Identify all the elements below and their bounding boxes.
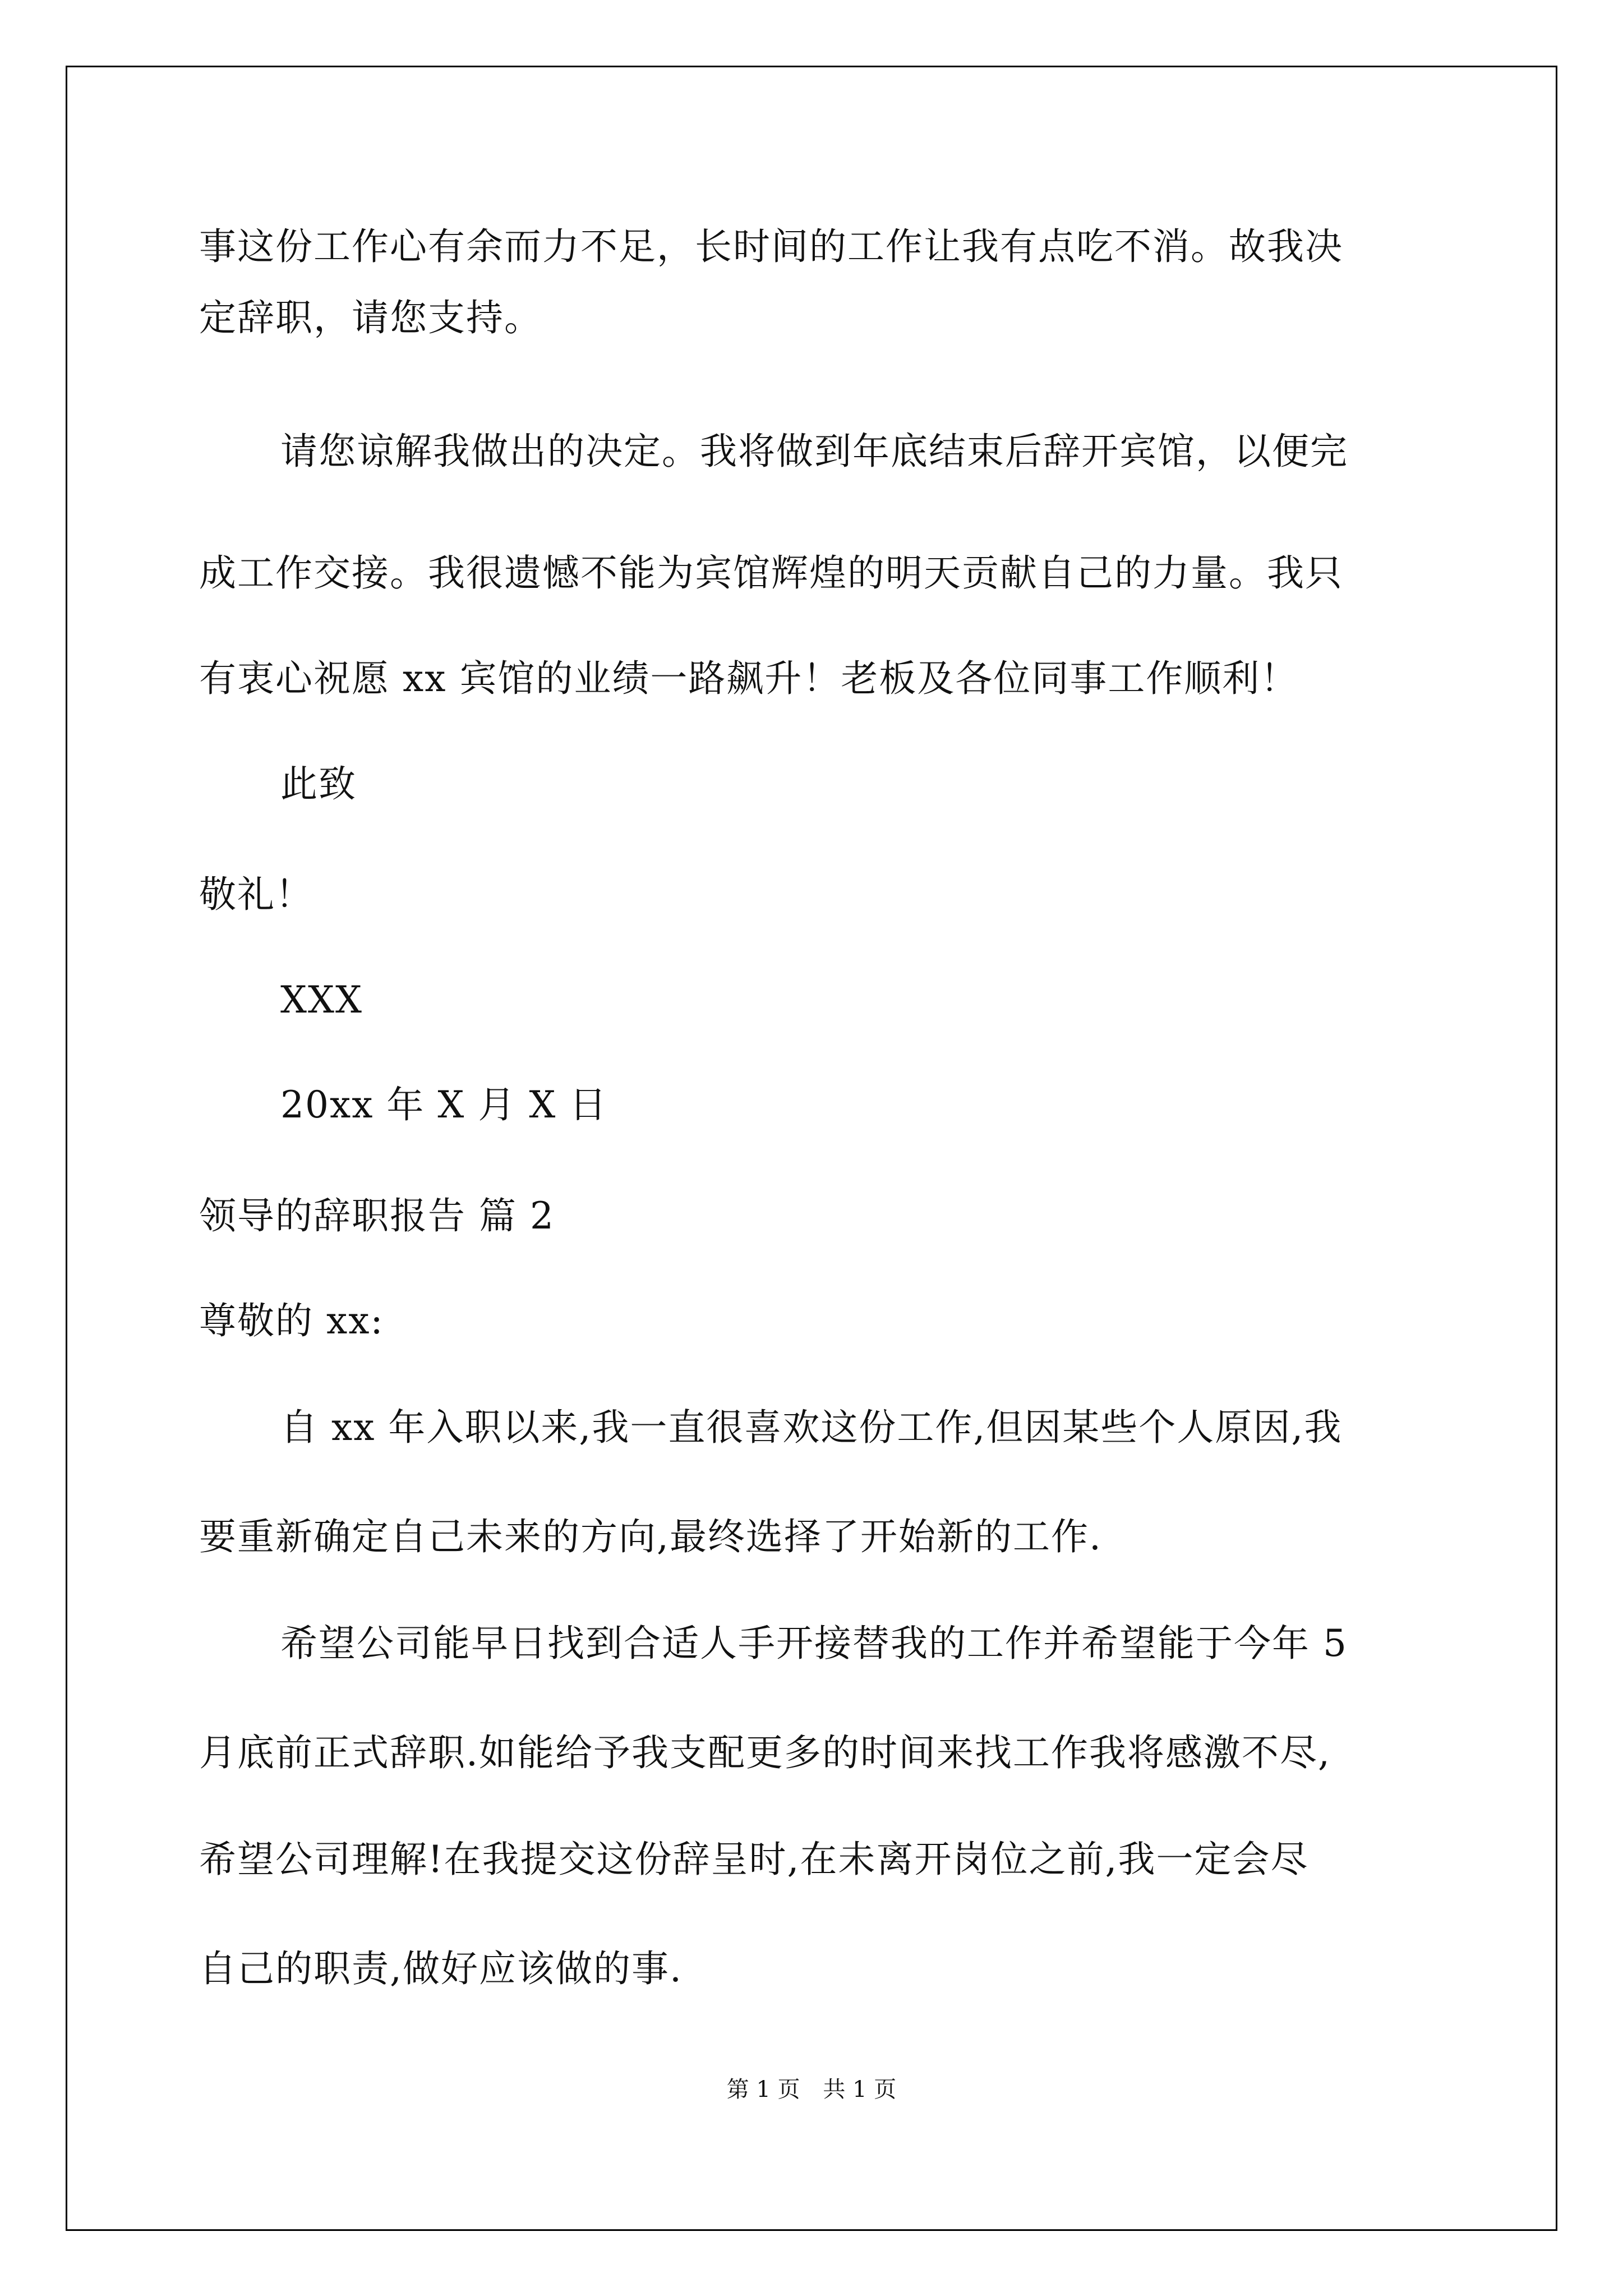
body-line: 有衷心祝愿 xx 宾馆的业绩一路飙升！老板及各位同事工作顺利！ bbox=[199, 657, 1299, 700]
body-line: 成工作交接。我很遗憾不能为宾馆辉煌的明天贡献自己的力量。我只 bbox=[199, 551, 1343, 595]
page-footer bbox=[0, 2076, 1623, 2104]
body-line: 月底前正式辞职.如能给予我支配更多的时间来找工作我将感激不尽, bbox=[199, 1731, 1331, 1774]
body-line: 自己的职责,做好应该做的事. bbox=[199, 1947, 683, 1990]
body-line: 希望公司能早日找到合适人手开接替我的工作并希望能于今年 5 bbox=[280, 1622, 1348, 1665]
page-total: 共 1 页 bbox=[823, 2077, 897, 2102]
letter-greeting: 尊敬的 xx: bbox=[199, 1299, 384, 1342]
body-line: 要重新确定自己未来的方向,最终选择了开始新的工作. bbox=[199, 1515, 1102, 1558]
body-line: 请您谅解我做出的决定。我将做到年底结束后辞开宾馆，以便完 bbox=[280, 430, 1348, 473]
signature-name: XXX bbox=[280, 978, 363, 1022]
page-border bbox=[66, 66, 1557, 2231]
body-line: 希望公司理解!在我提交这份辞呈时,在未离开岗位之前,我一定会尽 bbox=[199, 1838, 1309, 1881]
closing-regards: 敬礼！ bbox=[199, 873, 313, 916]
signature-date: 20xx 年 X 月 X 日 bbox=[280, 1083, 608, 1126]
page-number: 第 1 页 bbox=[726, 2077, 800, 2102]
body-line: 事这份工作心有余而力不足，长时间的工作让我有点吃不消。故我决 bbox=[199, 225, 1343, 268]
body-line: 定辞职，请您支持。 bbox=[199, 296, 542, 339]
body-line: 自 xx 年入职以来,我一直很喜欢这份工作,但因某些个人原因,我 bbox=[280, 1406, 1343, 1449]
closing-salutation: 此致 bbox=[280, 762, 357, 806]
section-heading: 领导的辞职报告 篇 2 bbox=[199, 1194, 555, 1237]
